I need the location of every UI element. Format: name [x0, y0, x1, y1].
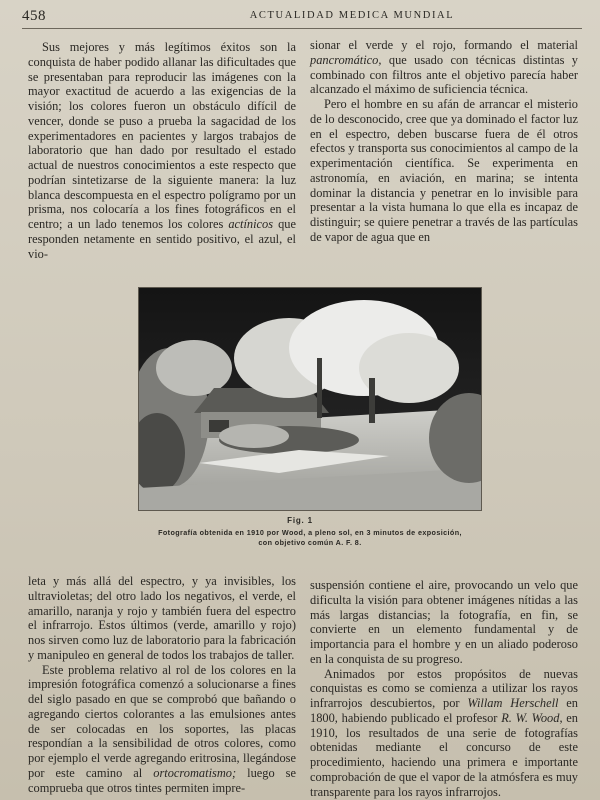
- italic-name: Willam Herschell: [467, 696, 559, 710]
- paragraph: suspensión contiene el aire, provocando un velo que dificulta la visión para obtener imágenes nítidas a las más largas distancias; la fotografía, en fin, se convierte en un elemento fundamental y de importancia para el hombre y en un aliado poderoso en la conquista de su progreso.: [310, 578, 578, 666]
- figure-caption: Fotografía obtenida en 1910 por Wood, a pleno sol, en 3 minutos de exposición, con objetivo común A. F. 8.: [158, 528, 462, 547]
- italic-term: actínicos: [228, 217, 274, 231]
- paragraph: Pero el hombre en su afán de arrancar el misterio de lo desconocido, cree que ya dominado el factor luz en el espectro, deben buscarse fuera de él otros efectos y transporta sus conocimientos al campo de la experimentación científica. Se experimenta en astronomía, en aviación, en marina; se intenta dominar la distancia y penetrar en lo invisible para presentar a la vista humana lo que ella es incapaz de distinguir; se quiere penetrar a través de las partículas de vapor de agua que en: [310, 97, 578, 244]
- paragraph: sionar el verde y el rojo, formando el material pancromático, que usado con técnicas distintas y combinado con filtros ante el objetivo parecía haber alcanzado el máximo de suficiencia técnica.: [310, 38, 578, 97]
- running-head: ACTUALIDAD MEDICA MUNDIAL: [249, 10, 455, 21]
- column-top-left: [28, 40, 296, 261]
- figure-photograph: [138, 287, 482, 511]
- page-header: [22, 6, 582, 29]
- italic-term: ortocromatismo;: [153, 765, 237, 780]
- column-bottom-right: [310, 578, 578, 799]
- column-bottom-left: [28, 574, 296, 795]
- page-number: 458: [22, 8, 46, 24]
- landscape-photo-icon: [139, 288, 481, 510]
- paragraph: Animados por estos propósitos de nuevas conquistas es como se comienza a utilizar los rayos infrarrojos descubiertos, por Willam Herschell en 1800, habiendo publicado el profesor R. W. Wood, en 1910, los resultados de una serie de fotografías obtenidas mediante el concurso de este procedimiento, haciendo una primera e importante comprobación de que el vapor de la atmósfera es muy transparente para los rayos infrarrojos.: [310, 666, 579, 799]
- paragraph: Este problema relativo al rol de los colores en la impresión fotográfica comenzó a solucionarse a fines del siglo pasado en que se comprobó que bañando o agregando ciertos colorantes a las emulsiones antes de ser colocadas en los soportes, las placas respondían a la sensibilidad de otros colores, como por ejemplo el verde agregando eritrosina, llegándose por este camino al ortocromatismo; luego se comprueba que otros tintes permiten impre-: [28, 662, 296, 795]
- column-top-right: [310, 38, 578, 245]
- paragraph: Sus mejores y más legítimos éxitos son la conquista de haber podido allanar las dificultades que se presentaban para reproducir las imágenes con la mayor exactitud de acuerdo a las exigencias de la visión; los colores fueron un obstáculo difícil de vencer, donde se puso a prueba la sagacidad de los experimentadores en pacientes y largos trabajos de laboratorio que han dado por resultado el estado actual de nuestros conocimientos a este respecto que podrían sintetizarse de la siguiente manera: la luz blanca descompuesta en el espectro polígramo por un prisma, nos colocaría a los fines fotográficos en el centro; a un lado tenemos los colores actínicos que responden netamente en sentido positivo, el azul, el vio-: [28, 40, 296, 261]
- figure-label: Fig. 1: [287, 516, 313, 525]
- paragraph: leta y más allá del espectro, y ya invisibles, los ultravioletas; del otro lado los negativos, el verde, el amarillo, naranja y rojo y también fuera del espectro el infrarrojo. Estos últimos (verde, amarillo y rojo) nos sirven como luz de laboratorio para la fabricación y manipuleo en general de todos los trabajos de taller.: [28, 574, 296, 662]
- italic-name: R. W. Wood,: [501, 710, 563, 725]
- italic-term: pancromático,: [310, 52, 382, 67]
